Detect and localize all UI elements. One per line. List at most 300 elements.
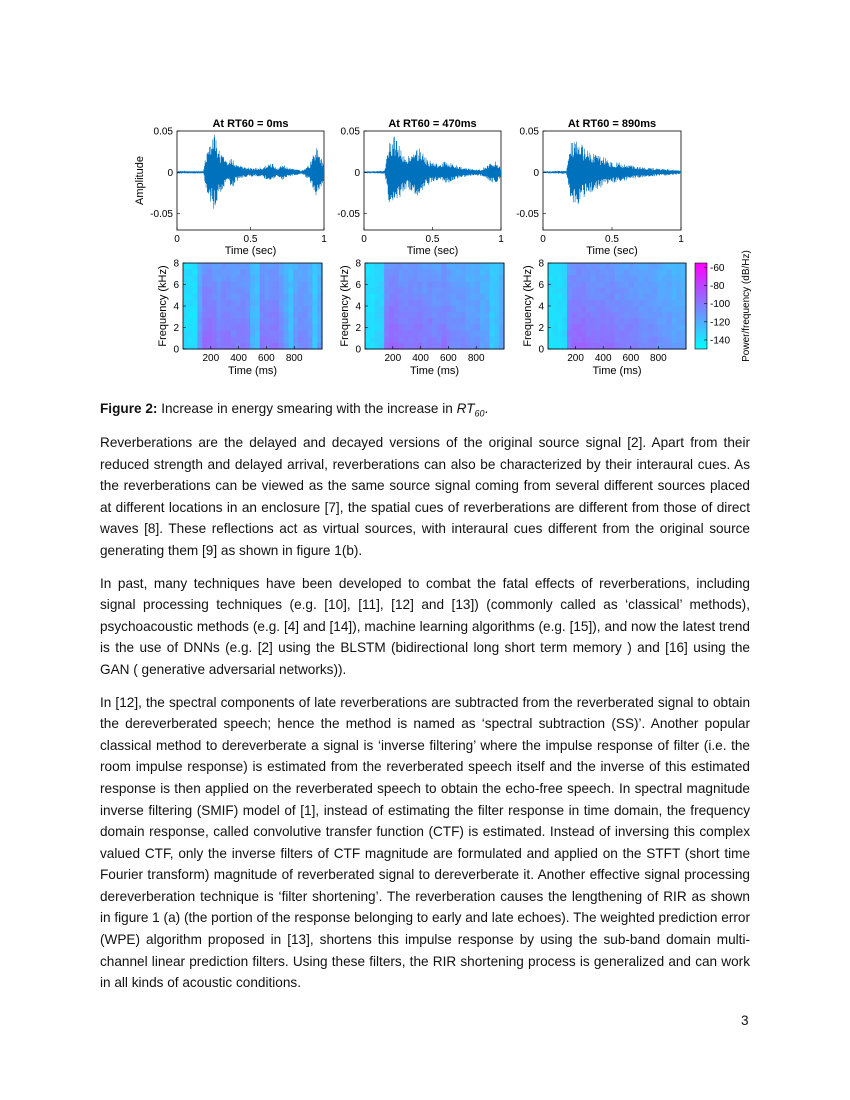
- spectrogram-cell: [202, 312, 207, 319]
- spectrogram-cell: [303, 288, 308, 295]
- spectrogram-cell: [303, 324, 308, 331]
- spectrogram-cell: [672, 312, 677, 319]
- spectrogram-cell: [427, 331, 432, 338]
- spectrogram-cell: [591, 263, 596, 270]
- spectrogram-cell: [260, 294, 265, 301]
- spectrogram-cell: [634, 343, 639, 350]
- spectrogram-cell: [303, 269, 308, 276]
- spectrogram-cell: [634, 275, 639, 282]
- spectrogram-cell: [394, 343, 399, 350]
- spectrogram-cell: [418, 306, 423, 313]
- spectrogram-cell: [553, 331, 558, 338]
- spectrogram-cell: [308, 324, 313, 331]
- spectrogram-cell: [197, 324, 202, 331]
- spectrogram-cell: [667, 294, 672, 301]
- spectrogram-cell: [596, 294, 601, 301]
- spectrogram-cell: [207, 263, 212, 270]
- spectrogram-cell: [193, 337, 198, 344]
- spectrogram-cell: [370, 281, 375, 288]
- spectrogram-cell: [567, 300, 572, 307]
- spectrogram-cell: [657, 294, 662, 301]
- spectrogram-cell: [470, 312, 475, 319]
- spectrogram-cell: [657, 281, 662, 288]
- spectrogram-cell: [600, 269, 605, 276]
- spectrogram-cell: [274, 337, 279, 344]
- spectrogram-cell: [413, 275, 418, 282]
- caption-math-sub: 60: [474, 408, 485, 419]
- spectrogram-cell: [188, 324, 193, 331]
- spectrogram-cell: [619, 337, 624, 344]
- spectrogram-cell: [221, 343, 226, 350]
- spectrogram-cell: [638, 294, 643, 301]
- spectrogram-cell: [490, 337, 495, 344]
- spectrogram-cell: [197, 288, 202, 295]
- spectrogram-cell: [610, 318, 615, 325]
- spectrogram-cell: [202, 269, 207, 276]
- spectrogram-cell: [596, 281, 601, 288]
- spectrogram-cell: [403, 281, 408, 288]
- spectrogram-cell: [470, 269, 475, 276]
- spectrogram-cell: [456, 300, 461, 307]
- spectrogram-cell: [188, 312, 193, 319]
- spectrogram-panel: [157, 259, 323, 378]
- spectrogram-cell: [188, 275, 193, 282]
- spectrogram-cell: [494, 306, 499, 313]
- y-tick-label: -0.05: [150, 209, 173, 220]
- spectrogram-cell: [264, 324, 269, 331]
- spectrogram-cell: [269, 324, 274, 331]
- spectrogram-cell: [375, 337, 380, 344]
- spectrogram-cell: [188, 294, 193, 301]
- spectrogram-cell: [394, 318, 399, 325]
- spectrogram-cell: [600, 294, 605, 301]
- spectrogram-cell: [293, 312, 298, 319]
- spectrogram-cell: [241, 275, 246, 282]
- spectrogram-cell: [279, 275, 284, 282]
- spectrogram-cell: [567, 263, 572, 270]
- spectrogram-cell: [470, 343, 475, 350]
- spectrogram-cell: [312, 306, 317, 313]
- spectrogram-cell: [379, 312, 384, 319]
- spectrogram-cell: [548, 337, 553, 344]
- spectrogram-cell: [442, 331, 447, 338]
- spectrogram-cell: [231, 337, 236, 344]
- spectrogram-cell: [288, 331, 293, 338]
- spectrogram-cell: [562, 263, 567, 270]
- spectrogram-cell: [370, 306, 375, 313]
- spectrogram-cell: [548, 343, 553, 350]
- spectrogram-cell: [629, 300, 634, 307]
- spectrogram-cell: [485, 288, 490, 295]
- spectrogram-cell: [408, 300, 413, 307]
- spectrogram-cell: [399, 269, 404, 276]
- spectrogram-cell: [365, 306, 370, 313]
- x-tick-label: 600: [622, 353, 640, 364]
- spectrogram-cell: [293, 331, 298, 338]
- spectrogram-cell: [312, 300, 317, 307]
- spectrogram-cell: [577, 343, 582, 350]
- spectrogram-cell: [288, 306, 293, 313]
- spectrogram-cell: [591, 343, 596, 350]
- spectrogram-cell: [629, 318, 634, 325]
- spectrogram-cell: [408, 312, 413, 319]
- spectrogram-cell: [183, 331, 188, 338]
- caption-text: Increase in energy smearing with the increase in: [161, 401, 457, 416]
- spectrogram-cell: [250, 318, 255, 325]
- spectrogram-cell: [399, 300, 404, 307]
- spectrogram-cell: [236, 275, 241, 282]
- spectrogram-cell: [207, 324, 212, 331]
- spectrogram-cell: [370, 331, 375, 338]
- spectrogram-cell: [389, 275, 394, 282]
- spectrogram-cell: [596, 331, 601, 338]
- spectrogram-cell: [212, 306, 217, 313]
- spectrogram-cell: [245, 281, 250, 288]
- spectrogram-cell: [389, 337, 394, 344]
- spectrogram-cell: [423, 324, 428, 331]
- spectrogram-cell: [365, 269, 370, 276]
- spectrogram-cell: [193, 269, 198, 276]
- spectrogram-cell: [202, 263, 207, 270]
- spectrogram-cell: [298, 263, 303, 270]
- spectrogram-cell: [470, 337, 475, 344]
- spectrogram-cell: [188, 306, 193, 313]
- spectrogram-cell: [303, 331, 308, 338]
- spectrogram-cell: [236, 281, 241, 288]
- spectrogram-cell: [567, 312, 572, 319]
- spectrogram-cell: [470, 300, 475, 307]
- spectrogram-cell: [226, 324, 231, 331]
- spectrogram-cell: [586, 343, 591, 350]
- paragraph: In [12], the spectral components of late reverberations are subtracted from the reverberated signal to obtain the dereverberated speech; hence the method is named as ‘spectral subtraction (SS)’. Another popular classical method to dereverberate a signal is ‘inverse filtering’ where the impulse response of filter (i.e. the room impulse response) is estimated from the reverberated speech itself and the inverse of this estimated response is then applied on the reverberated speech to obtain the echo-free speech. In spectral magnitude inverse filtering (SMIF) model of [1], instead of estimating the filter response in time domain, the frequency domain response, called convolutive transfer function (CTF) is estimated. Instead of inversing this complex valued CTF, only the inverse filters of CTF magnitude are formulated and applied on the STFT (short time Fourier transform) magnitude of reverberated signal to dereverberate it. Another effective signal processing dereverberation technique is ‘filter shortening’. The reverberation causes the lengthening of RIR as shown in figure 1 (a) (the portion of the response belonging to early and late echoes). The weighted prediction error (WPE) algorithm proposed in [13], shortens this impulse response by using the sub-band domain multi-channel linear prediction filters. Using these filters, the RIR shortening process is generalized and can work in all kinds of acoustic conditions.: [100, 694, 750, 991]
- spectrogram-cell: [615, 337, 620, 344]
- spectrogram-cell: [284, 294, 289, 301]
- spectrogram-cell: [446, 312, 451, 319]
- spectrogram-cell: [667, 331, 672, 338]
- panel-title: At RT60 = 0ms: [212, 118, 289, 130]
- spectrogram-cell: [676, 343, 681, 350]
- spectrogram-cell: [399, 312, 404, 319]
- spectrogram-cell: [260, 281, 265, 288]
- spectrogram-cell: [442, 300, 447, 307]
- spectrogram-cell: [567, 306, 572, 313]
- spectrogram-cell: [274, 269, 279, 276]
- spectrogram-cell: [260, 343, 265, 350]
- spectrogram-cell: [610, 312, 615, 319]
- spectrogram-cell: [461, 318, 466, 325]
- spectrogram-cell: [245, 294, 250, 301]
- spectrogram-cell: [667, 269, 672, 276]
- spectrogram-cell: [250, 306, 255, 313]
- spectrogram-cell: [403, 318, 408, 325]
- spectrogram-cell: [600, 306, 605, 313]
- spectrogram-cell: [264, 300, 269, 307]
- spectrogram-cell: [389, 263, 394, 270]
- spectrogram-cell: [442, 312, 447, 319]
- spectrogram-cell: [451, 294, 456, 301]
- spectrogram-cell: [653, 269, 658, 276]
- spectrogram-cell: [207, 269, 212, 276]
- spectrogram-cell: [461, 343, 466, 350]
- spectrogram-cell: [245, 343, 250, 350]
- spectrogram-cell: [437, 324, 442, 331]
- spectrogram-cell: [193, 306, 198, 313]
- spectrogram-cell: [591, 275, 596, 282]
- spectrogram-cell: [548, 331, 553, 338]
- spectrogram-cell: [643, 312, 648, 319]
- spectrogram-cell: [662, 281, 667, 288]
- spectrogram-cell: [284, 306, 289, 313]
- x-tick-label: 800: [285, 353, 303, 364]
- spectrogram-cell: [558, 269, 563, 276]
- spectrogram-cell: [269, 281, 274, 288]
- spectrogram-cell: [581, 263, 586, 270]
- x-tick-label: 0.5: [425, 234, 440, 245]
- spectrogram-cell: [432, 300, 437, 307]
- spectrogram-cell: [384, 337, 389, 344]
- colorbar-label: Power/frequency (dB/Hz): [741, 250, 752, 362]
- spectrogram-cell: [269, 294, 274, 301]
- spectrogram-cell: [413, 300, 418, 307]
- spectrogram-cell: [260, 288, 265, 295]
- spectrogram-cell: [600, 312, 605, 319]
- spectrogram-cell: [298, 300, 303, 307]
- spectrogram-cell: [389, 281, 394, 288]
- spectrogram-cell: [619, 318, 624, 325]
- spectrogram-cell: [375, 281, 380, 288]
- spectrogram-cell: [389, 312, 394, 319]
- spectrogram-cell: [667, 300, 672, 307]
- spectrogram-cell: [408, 343, 413, 350]
- spectrogram-cell: [672, 281, 677, 288]
- spectrogram-cell: [558, 331, 563, 338]
- spectrogram-cell: [212, 312, 217, 319]
- spectrogram-cell: [494, 343, 499, 350]
- spectrogram-cell: [662, 306, 667, 313]
- spectrogram-cell: [226, 275, 231, 282]
- spectrogram-cell: [197, 300, 202, 307]
- spectrogram-cell: [264, 288, 269, 295]
- spectrogram-cell: [418, 294, 423, 301]
- spectrogram-cell: [600, 324, 605, 331]
- spectrogram-cell: [231, 269, 236, 276]
- spectrogram-cell: [624, 312, 629, 319]
- spectrogram-cell: [231, 318, 236, 325]
- spectrogram-cell: [437, 337, 442, 344]
- spectrogram-cell: [572, 331, 577, 338]
- colorbar-tick-label: -60: [710, 263, 725, 275]
- spectrogram-cell: [494, 324, 499, 331]
- spectrogram-cell: [202, 288, 207, 295]
- spectrogram-cell: [466, 343, 471, 350]
- spectrogram-cell: [634, 337, 639, 344]
- spectrogram-cell: [288, 288, 293, 295]
- spectrogram-cell: [308, 300, 313, 307]
- spectrogram-cell: [365, 294, 370, 301]
- spectrogram-cell: [629, 331, 634, 338]
- spectrogram-cell: [370, 343, 375, 350]
- spectrogram-cell: [255, 288, 260, 295]
- spectrogram-cell: [231, 281, 236, 288]
- spectrogram-cell: [600, 263, 605, 270]
- spectrogram-cell: [567, 337, 572, 344]
- spectrogram-cell: [581, 324, 586, 331]
- spectrogram-cell: [245, 300, 250, 307]
- spectrogram-cell: [466, 288, 471, 295]
- spectrogram-cell: [572, 343, 577, 350]
- spectrogram-cell: [288, 324, 293, 331]
- spectrogram-cell: [188, 281, 193, 288]
- spectrogram-cell: [437, 275, 442, 282]
- spectrogram-cell: [413, 331, 418, 338]
- spectrogram-cell: [591, 306, 596, 313]
- x-tick-label: 200: [384, 353, 402, 364]
- spectrogram-cell: [586, 294, 591, 301]
- spectrogram-cell: [667, 281, 672, 288]
- spectrogram-cell: [413, 337, 418, 344]
- spectrogram-cell: [241, 324, 246, 331]
- waveform-panel: [134, 118, 327, 257]
- spectrogram-cell: [676, 263, 681, 270]
- spectrogram-cell: [634, 263, 639, 270]
- spectrogram-cell: [572, 306, 577, 313]
- spectrogram-cell: [562, 281, 567, 288]
- spectrogram-cell: [193, 263, 198, 270]
- spectrogram-cell: [605, 331, 610, 338]
- spectrogram-cell: [442, 324, 447, 331]
- spectrogram-cell: [648, 318, 653, 325]
- spectrogram-cell: [461, 281, 466, 288]
- spectrogram-cell: [572, 269, 577, 276]
- spectrogram-cell: [485, 337, 490, 344]
- spectrogram-cell: [553, 281, 558, 288]
- colorbar: [695, 250, 752, 362]
- spectrogram-cell: [269, 300, 274, 307]
- spectrogram-cell: [236, 269, 241, 276]
- spectrogram-cell: [456, 288, 461, 295]
- spectrogram-cell: [423, 300, 428, 307]
- spectrogram-cell: [226, 281, 231, 288]
- spectrogram-cell: [408, 263, 413, 270]
- spectrogram-cell: [212, 337, 217, 344]
- spectrogram-cell: [221, 300, 226, 307]
- spectrogram-cell: [624, 275, 629, 282]
- spectrogram-cell: [370, 324, 375, 331]
- spectrogram-cell: [212, 281, 217, 288]
- spectrogram-cell: [629, 281, 634, 288]
- spectrogram-cell: [413, 318, 418, 325]
- spectrogram-cell: [548, 300, 553, 307]
- spectrogram-cell: [475, 331, 480, 338]
- spectrogram-cell: [581, 294, 586, 301]
- y-tick-label: 6: [173, 280, 179, 291]
- spectrogram-cell: [638, 312, 643, 319]
- spectrogram-cell: [241, 269, 246, 276]
- spectrogram-cell: [231, 263, 236, 270]
- y-tick-label: 0: [538, 344, 544, 356]
- spectrogram-cell: [643, 281, 648, 288]
- spectrogram-cell: [245, 306, 250, 313]
- spectrogram-cell: [221, 288, 226, 295]
- spectrogram-cell: [648, 269, 653, 276]
- spectrogram-cell: [370, 288, 375, 295]
- spectrogram-cell: [667, 306, 672, 313]
- spectrogram-cell: [485, 318, 490, 325]
- spectrogram-cell: [432, 269, 437, 276]
- spectrogram-cell: [212, 300, 217, 307]
- spectrogram-cell: [255, 275, 260, 282]
- spectrogram-cell: [553, 318, 558, 325]
- y-tick-label: 0: [173, 344, 179, 356]
- spectrogram-cell: [241, 300, 246, 307]
- spectrogram-cell: [572, 300, 577, 307]
- spectrogram-cell: [586, 312, 591, 319]
- spectrogram-cell: [553, 263, 558, 270]
- spectrogram-cell: [303, 281, 308, 288]
- spectrogram-cell: [418, 312, 423, 319]
- spectrogram-cell: [394, 294, 399, 301]
- spectrogram-cell: [456, 263, 461, 270]
- spectrogram-cell: [577, 324, 582, 331]
- spectrogram-cell: [558, 275, 563, 282]
- spectrogram-cell: [437, 306, 442, 313]
- spectrogram-cell: [241, 263, 246, 270]
- spectrogram-cell: [279, 294, 284, 301]
- spectrogram-cell: [418, 263, 423, 270]
- spectrogram-cell: [245, 312, 250, 319]
- spectrogram-cell: [236, 288, 241, 295]
- spectrogram-cell: [375, 269, 380, 276]
- spectrogram-cell: [197, 294, 202, 301]
- spectrogram-cell: [643, 288, 648, 295]
- spectrogram-cell: [624, 294, 629, 301]
- spectrogram-cell: [466, 312, 471, 319]
- waveform-panel: [516, 118, 684, 257]
- spectrogram-cell: [485, 306, 490, 313]
- spectrogram-cell: [562, 331, 567, 338]
- spectrogram-cell: [183, 337, 188, 344]
- spectrogram-cell: [260, 300, 265, 307]
- x-axis-label: Time (sec): [406, 245, 459, 257]
- spectrogram-cell: [293, 324, 298, 331]
- spectrogram-cell: [384, 300, 389, 307]
- x-tick-label: 0.5: [605, 234, 619, 245]
- spectrogram-cell: [432, 337, 437, 344]
- spectrogram-cell: [379, 318, 384, 325]
- spectrogram-cell: [379, 331, 384, 338]
- spectrogram-cell: [619, 294, 624, 301]
- spectrogram-cell: [577, 306, 582, 313]
- spectrogram-cell: [629, 306, 634, 313]
- spectrogram-cell: [221, 306, 226, 313]
- plot-frame: [177, 131, 324, 230]
- spectrogram-cell: [202, 324, 207, 331]
- spectrogram-cell: [394, 263, 399, 270]
- spectrogram-cell: [399, 318, 404, 325]
- spectrogram-cell: [437, 263, 442, 270]
- spectrogram-cell: [553, 306, 558, 313]
- spectrogram-cell: [308, 263, 313, 270]
- spectrogram-cell: [600, 281, 605, 288]
- spectrogram-cell: [446, 337, 451, 344]
- spectrogram-cell: [643, 337, 648, 344]
- spectrogram-cell: [581, 306, 586, 313]
- spectrogram-cell: [312, 269, 317, 276]
- spectrogram-cell: [676, 281, 681, 288]
- spectrogram-cell: [312, 275, 317, 282]
- spectrogram-cell: [558, 324, 563, 331]
- spectrogram-cell: [638, 306, 643, 313]
